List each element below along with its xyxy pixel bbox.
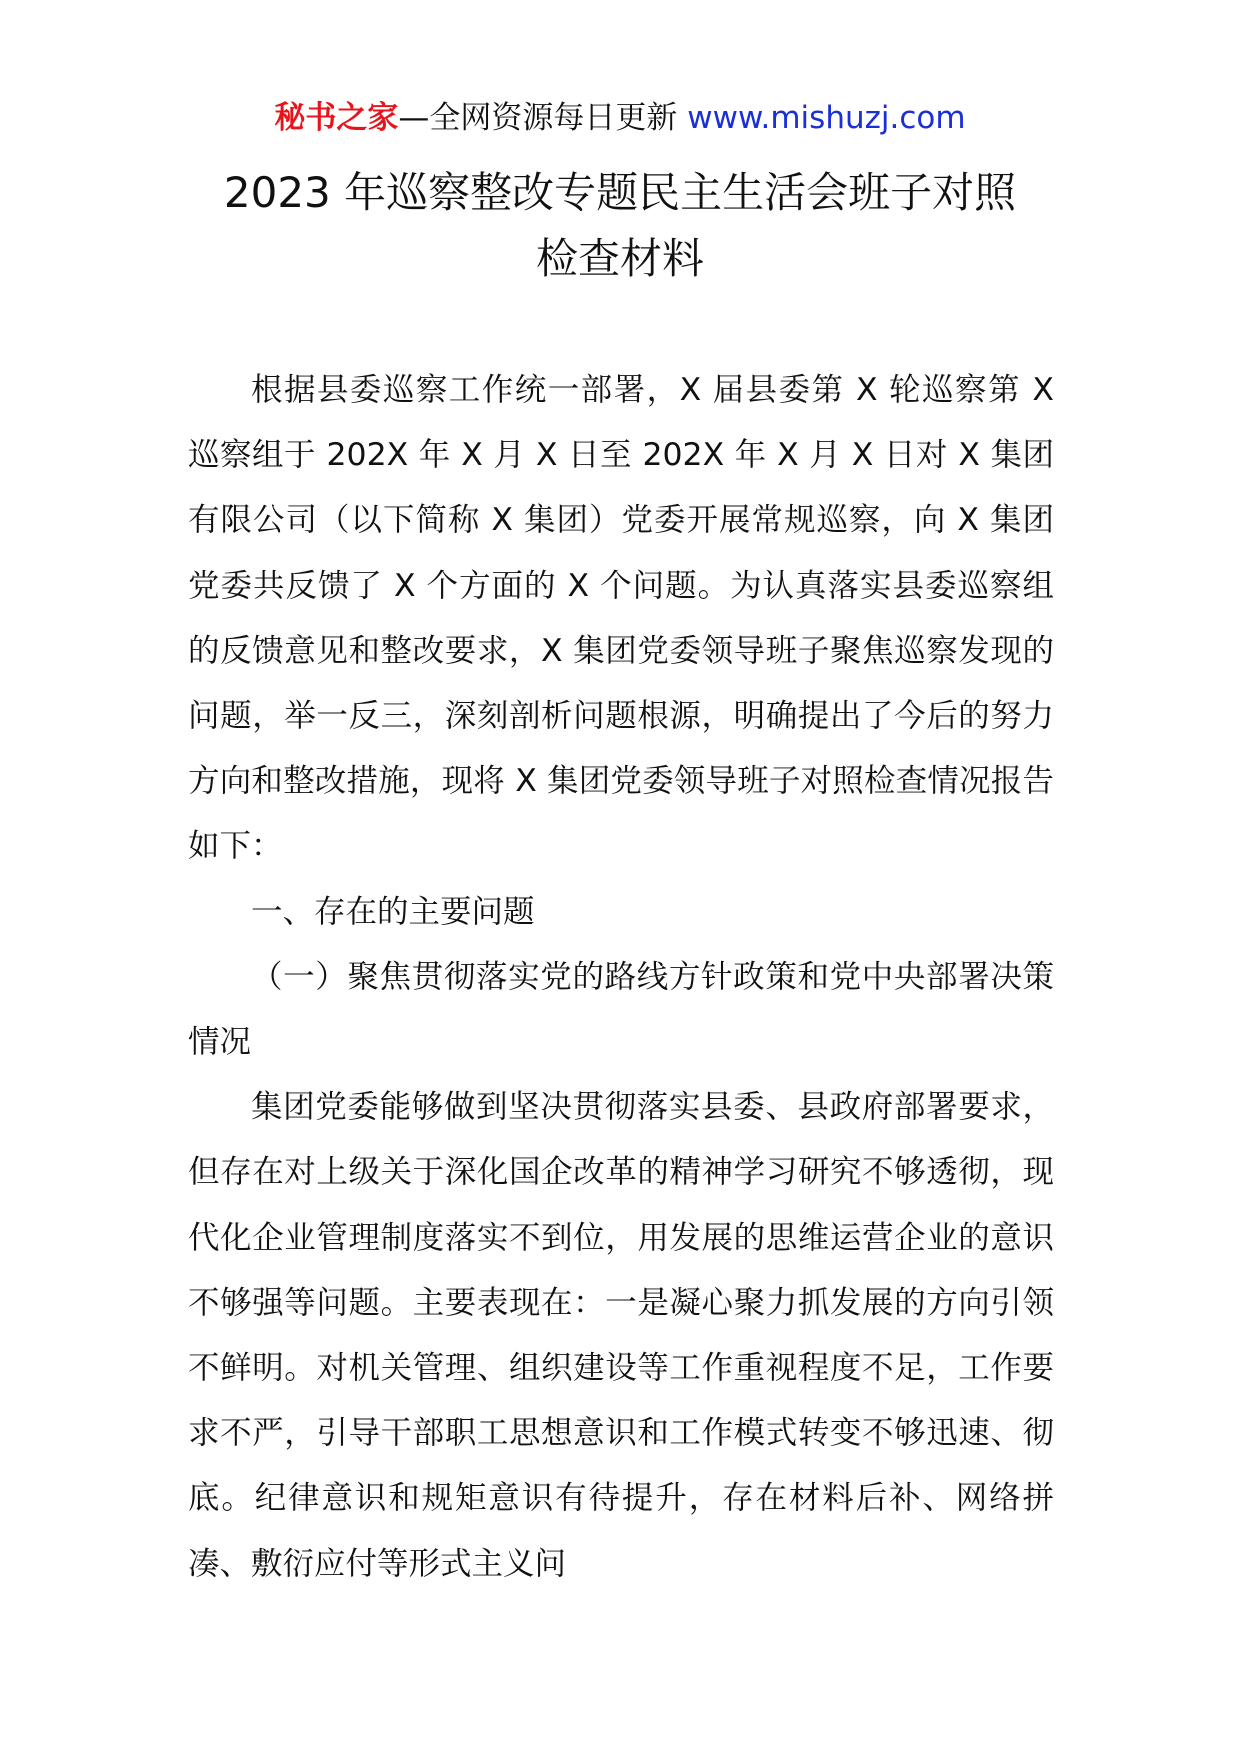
body-paragraph: 集团党委能够做到坚决贯彻落实县委、县政府部署要求，但存在对上级关于深化国企改革的精神学习研究不够透彻，现代化企业管理制度落实不到位，用发展的思维运营企业的意识不够强等问题。主要表现在：一是凝心聚力抓发展的方向引领不鲜明。对机关管理、组织建设等工作重视程度不足，工作要求不严，引导干部职工思想意识和工作模式转变不够迅速、彻底。纪律意识和规矩意识有待提升，存在材料后补、网络拼凑、敷衍应付等形式主义问 bbox=[188, 1089, 1054, 1582]
document-title-line-1: 2023 年巡察整改专题民主生活会班子对照 bbox=[223, 168, 1017, 217]
subsection-heading-1: （一）聚焦贯彻落实党的路线方针政策和党中央部署决策情况 bbox=[188, 958, 1054, 1061]
header-tagline: —全网资源每日更新 bbox=[398, 100, 688, 136]
section-heading-1: 一、存在的主要问题 bbox=[251, 893, 535, 930]
intro-paragraph: 根据县委巡察工作统一部署，X 届县委第 X 轮巡察第 X 巡察组于 202X 年 X 月 X 日至 202X 年 X 月 X 日对 X 集团有限公司（以下简称 X 集团）党委开展常规巡察，向 X 集团党委共反馈了 X 个方面的 X 个问题。为认真落实县委巡察组的反馈意见和整改要求，X 集团党委领导班子聚焦巡察发现的问题，举一反三，深刻剖析问题根源，明确提出了今后的努力方向和整改措施，现将 X 集团党委领导班子对照检查情况报告如下： bbox=[188, 372, 1054, 865]
document-title bbox=[150, 160, 1090, 292]
site-header bbox=[0, 98, 1240, 138]
brand-name: 秘书之家 bbox=[274, 100, 399, 136]
document-body bbox=[188, 358, 1054, 1597]
document-title-line-2: 检查材料 bbox=[535, 234, 704, 283]
site-url-link[interactable]: www.mishuzj.com bbox=[687, 100, 966, 136]
